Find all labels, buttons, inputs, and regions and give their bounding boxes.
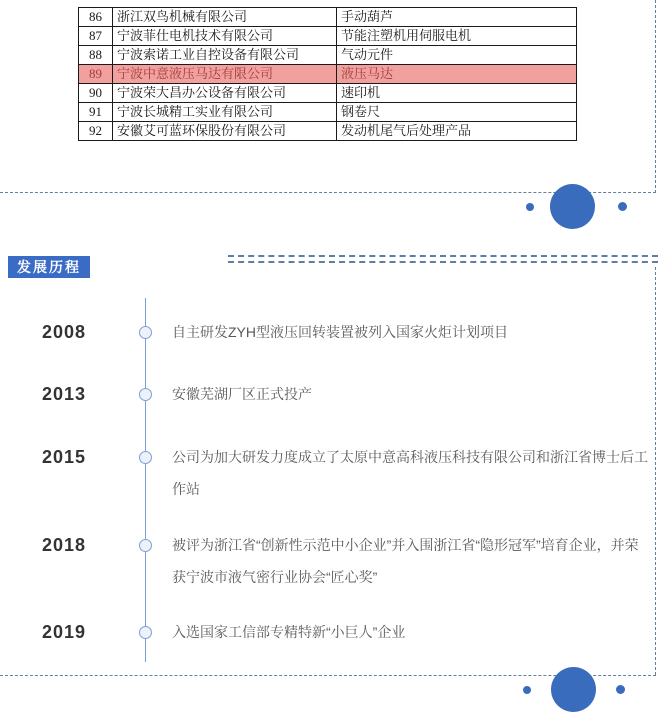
company-name: 宁波荣大昌办公设备有限公司 [113,84,337,103]
product-name: 节能注塑机用伺服电机 [337,27,577,46]
table-row [79,84,577,103]
big-circle-icon [551,667,596,712]
timeline-text: 自主研发ZYH型液压回转装置被列入国家火炬计划项目 [172,324,508,340]
timeline-entry [0,616,661,648]
company-table [78,7,577,141]
table-row [79,8,577,27]
product-name: 发动机尾气后处理产品 [337,122,577,141]
double-dash-rule [228,261,658,263]
timeline-text: 入选国家工信部专精特新“小巨人”企业 [172,624,406,640]
company-name: 宁波菲仕电机技术有限公司 [113,27,337,46]
timeline-entry [0,378,661,410]
table-row [79,27,577,46]
product-name: 手动葫芦 [337,8,577,27]
timeline-entry [0,529,661,593]
table-row [79,103,577,122]
company-name: 宁波中意液压马达有限公司 [113,65,337,84]
big-circle-icon [550,184,595,229]
company-name: 宁波索诺工业自控设备有限公司 [113,46,337,65]
timeline-text: 公司为加大研发力度成立了太原中意高科液压科技有限公司和浙江省博士后工作站 [172,449,648,497]
row-number: 87 [79,27,113,46]
small-dot-icon [523,686,531,694]
small-dot-icon [526,203,534,211]
timeline-year: 2013 [42,384,87,404]
small-dot-icon [616,685,625,694]
timeline-entry [0,441,661,505]
double-dash-rule [228,255,658,257]
row-number: 86 [79,8,113,27]
timeline-entry [0,316,661,348]
product-name: 液压马达 [337,65,577,84]
row-number: 91 [79,103,113,122]
timeline-node-icon [139,326,152,339]
row-number: 89 [79,65,113,84]
timeline-text: 被评为浙江省“创新性示范中小企业”并入围浙江省“隐形冠军”培育企业，并荣获宁波市液气密行业协会“匠心奖” [172,537,639,585]
timeline-year: 2015 [42,447,87,467]
timeline-node-icon [139,388,152,401]
row-number: 92 [79,122,113,141]
company-name: 宁波长城精工实业有限公司 [113,103,337,122]
timeline-node-icon [139,626,152,639]
small-dot-icon [618,202,627,211]
timeline-year: 2008 [42,322,87,342]
table-row [79,65,577,84]
section-title: 发展历程 [8,256,90,278]
row-number: 90 [79,84,113,103]
timeline-node-icon [139,451,152,464]
timeline-node-icon [139,539,152,552]
timeline-year: 2019 [42,622,87,642]
company-name: 安徽艾可蓝环保股份有限公司 [113,122,337,141]
table-row [79,122,577,141]
product-name: 钢卷尺 [337,103,577,122]
right-dashed-border-top [655,0,656,193]
timeline-year: 2018 [42,535,87,555]
timeline-text: 安徽芜湖厂区正式投产 [172,386,312,402]
row-number: 88 [79,46,113,65]
table-row [79,46,577,65]
product-name: 速印机 [337,84,577,103]
company-name: 浙江双鸟机械有限公司 [113,8,337,27]
product-name: 气动元件 [337,46,577,65]
